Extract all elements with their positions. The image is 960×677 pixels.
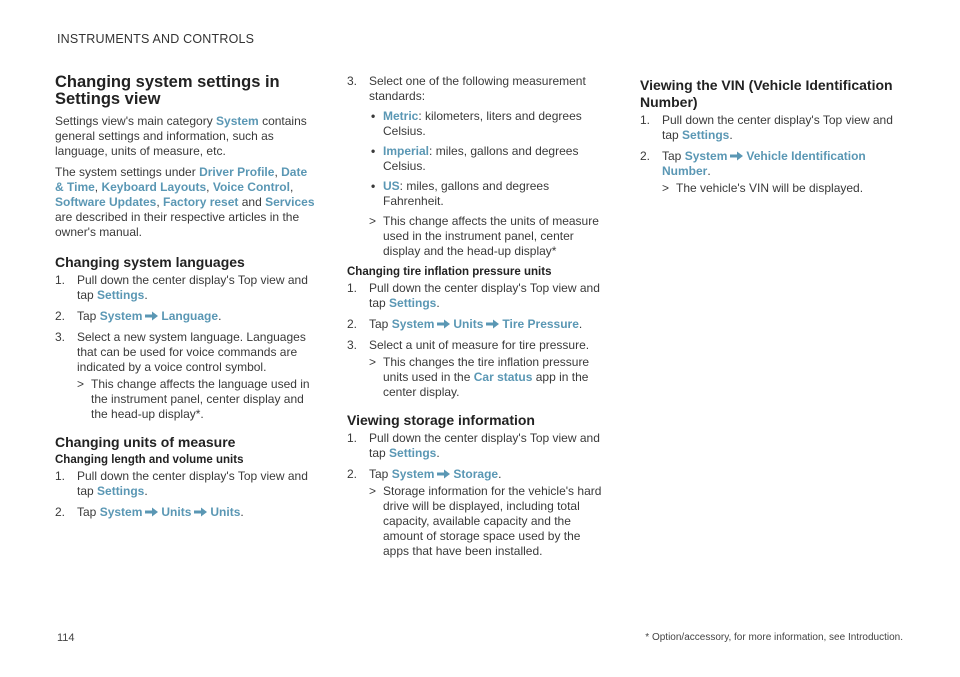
arrow-right-icon [144, 311, 159, 321]
bullet-us: • US: miles, gallons and degrees Fahrenheit. [371, 179, 550, 208]
arrow-right-icon [436, 469, 451, 479]
arrow-right-icon [193, 507, 208, 517]
subheading-length-volume: Changing length and volume units [55, 454, 244, 466]
column-2 [347, 74, 609, 565]
bullet-metric: • Metric: kilometers, liters and degrees Celsius. [371, 109, 582, 138]
storage-step-2: 2. Tap System Storage. > Storage information for the vehicle's hard drive will be displayed, including total capacity, available capacity and the amount of storage space used by the apps that have been installed. [347, 467, 609, 559]
vin-step-2: 2. Tap System Vehicle Identification Number. > The vehicle's VIN will be displayed. [640, 149, 902, 196]
storage-step-1: 1. Pull down the center display's Top view and tap Settings. [347, 431, 600, 460]
car-status-link: Car status [473, 370, 533, 384]
tire-step-3: 3. Select a unit of measure for tire pressure. > This changes the tire inflation pressure units used in the Car status app in the center display. [347, 338, 609, 400]
link-driver-profile: Driver Profile [199, 165, 275, 179]
tire-step-1: 1. Pull down the center display's Top view and tap Settings. [347, 281, 600, 310]
link-software-updates: Software Updates [55, 195, 157, 209]
units-step-3: 3. Select one of the following measurement standards: • Metric: kilometers, liters and degrees Celsius. • Imperial: miles, gallons and degrees Celsius. • US: miles, gallons and degrees Fahrenheit. > This change affects the units of measure used in the instrument panel, center display and the head-up display* [347, 74, 609, 259]
arrow-right-icon [729, 151, 744, 161]
system-settings-paragraph: The system settings under Driver Profile, Date & Time, Keyboard Layouts, Voice Control, Software Updates, Factory reset and Services are described in their respective articles in the owner's manual. [55, 165, 315, 239]
tire-result: > This changes the tire inflation pressure units used in the Car status app in the center display. [369, 355, 590, 399]
column-1 [55, 74, 317, 526]
vin-result: > The vehicle's VIN will be displayed. [662, 181, 864, 195]
units-step-1: 1. Pull down the center display's Top view and tap Settings. [55, 469, 308, 498]
link-date-time: Date & Time [55, 165, 308, 194]
lang-result: > This change affects the language used in the instrument panel, center display and the head-up display*. [77, 377, 310, 421]
arrow-right-icon [436, 319, 451, 329]
units-result: > This change affects the units of measure used in the instrument panel, center display and the head-up display* [369, 214, 599, 258]
settings-link: Settings [97, 288, 145, 302]
heading-units-of-measure: Changing units of measure [55, 434, 236, 450]
tire-step-2: 2. Tap System Units Tire Pressure. [347, 317, 583, 331]
settings-link: Settings [389, 446, 437, 460]
page-header: INSTRUMENTS AND CONTROLS [57, 32, 255, 46]
link-factory-reset: Factory reset [163, 195, 239, 209]
section-title: Changing system settings in Settings view [55, 73, 280, 108]
footnote: * Option/accessory, for more information, see Introduction. [645, 632, 903, 643]
intro-paragraph: Settings view's main category System contains general settings and information, such as language, units of measure, etc. [55, 114, 307, 158]
column-3 [640, 74, 902, 202]
settings-link: Settings [389, 296, 437, 310]
bullet-imperial: • Imperial: miles, gallons and degrees Celsius. [371, 144, 579, 173]
vin-step-1: 1. Pull down the center display's Top view and tap Settings. [640, 113, 893, 142]
storage-result: > Storage information for the vehicle's hard drive will be displayed, including total capacity, available capacity and the amount of storage space used by the apps that have been installed. [369, 484, 602, 558]
units-step-2: 2. Tap System Units Units. [55, 505, 244, 519]
page-number: 114 [57, 632, 75, 644]
lang-step-3: 3. Select a new system language. Languages that can be used for voice commands are indicated by a voice control symbol. > This change affects the language used in the instrument panel, center display and the head-up display*. [55, 330, 317, 422]
subheading-tire-pressure: Changing tire inflation pressure units [347, 266, 552, 278]
link-keyboard-layouts: Keyboard Layouts [101, 180, 207, 194]
lang-step-2: 2. Tap System Language. [55, 309, 222, 323]
link-voice-control: Voice Control [212, 180, 290, 194]
settings-link: Settings [682, 128, 730, 142]
heading-storage-information: Viewing storage information [347, 412, 535, 428]
heading-system-languages: Changing system languages [55, 254, 245, 270]
settings-link: Settings [97, 484, 145, 498]
arrow-right-icon [485, 319, 500, 329]
menu-system-link: System [216, 114, 259, 128]
link-services: Services [265, 195, 315, 209]
lang-step-1: 1. Pull down the center display's Top view and tap Settings. [55, 273, 308, 302]
arrow-right-icon [144, 507, 159, 517]
heading-vin: Viewing the VIN (Vehicle Identification Number) [640, 77, 893, 110]
